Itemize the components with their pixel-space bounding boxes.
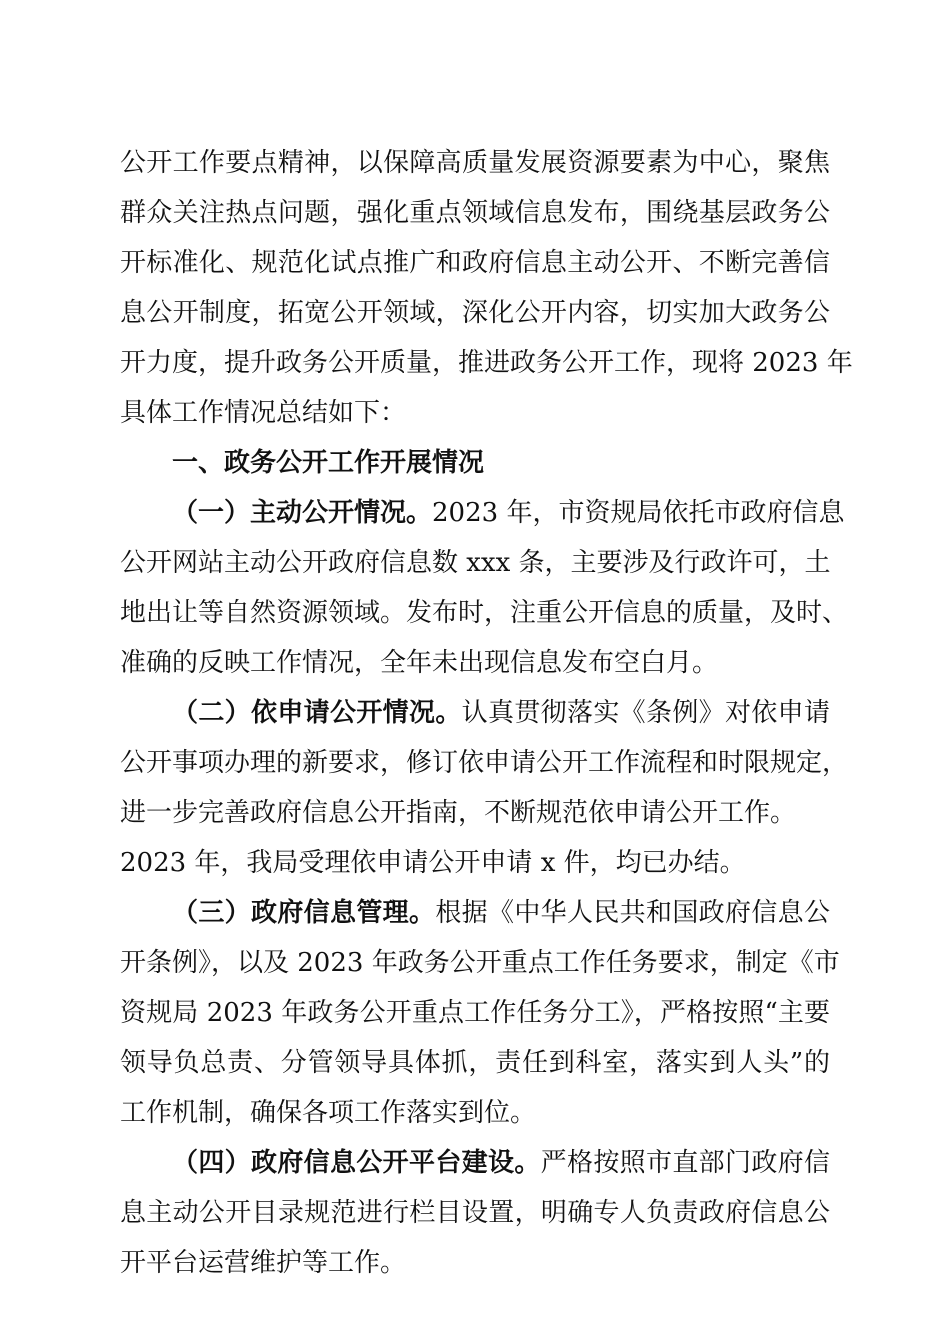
item-title: （四）政府信息公开平台建设。 — [172, 1148, 541, 1178]
intro-line: 息公开制度，拓宽公开领域，深化公开内容，切实加大政务公 — [120, 298, 830, 328]
item-line: 资规局 2023 年政务公开重点工作任务分工》，严格按照“主要 — [120, 998, 830, 1028]
intro-line: 开力度，提升政务公开质量，推进政务公开工作，现将 2023 年 — [120, 348, 853, 378]
intro-line: 具体工作情况总结如下： — [120, 398, 407, 428]
item-line: 地出让等自然资源领域。发布时，注重公开信息的质量，及时、 — [120, 598, 849, 628]
item-text: 认真贯彻落实《条例》对依申请 — [461, 698, 830, 728]
item-line: 开平台运营维护等工作。 — [120, 1248, 407, 1278]
item-application-disclosure — [120, 688, 849, 888]
item-line: 开条例》，以及 2023 年政务公开重点工作任务要求，制定《市 — [120, 948, 840, 978]
item-line: 准确的反映工作情况，全年未出现信息发布空白月。 — [120, 648, 719, 678]
item-line: 息主动公开目录规范进行栏目设置，明确专人负责政府信息公 — [120, 1198, 830, 1228]
item-first-line — [120, 1138, 830, 1188]
item-line: 公开事项办理的新要求，修订依申请公开工作流程和时限规定， — [120, 748, 849, 778]
item-information-management — [120, 888, 840, 1138]
item-first-line — [120, 488, 845, 538]
intro-line: 群众关注热点问题，强化重点领域信息发布，围绕基层政务公 — [120, 198, 830, 228]
item-line: 2023 年，我局受理依申请公开申请 x 件，均已办结。 — [120, 848, 746, 878]
item-text: 严格按照市直部门政府信 — [540, 1148, 830, 1178]
item-first-line — [120, 888, 830, 938]
item-title: （一）主动公开情况。 — [172, 498, 433, 528]
item-platform-construction — [120, 1138, 830, 1288]
intro-line: 开标准化、规范化试点推广和政府信息主动公开、不断完善信 — [120, 248, 830, 278]
item-title: （三）政府信息管理。 — [172, 898, 436, 928]
item-text: 2023 年，市资规局依托市政府信息 — [432, 498, 845, 528]
document-body — [120, 138, 853, 1288]
item-title: （二）依申请公开情况。 — [172, 698, 462, 728]
intro-paragraph — [120, 138, 853, 438]
item-first-line — [120, 688, 830, 738]
item-line: 工作机制，确保各项工作落实到位。 — [120, 1098, 537, 1128]
item-text: 根据《中华人民共和国政府信息公 — [435, 898, 830, 928]
item-line: 领导负总责、分管领导具体抓，责任到科室，落实到人头”的 — [120, 1048, 830, 1078]
item-line: 进一步完善政府信息公开指南，不断规范依申请公开工作。 — [120, 798, 797, 828]
item-active-disclosure — [120, 488, 849, 688]
item-line: 公开网站主动公开政府信息数 xxx 条，主要涉及行政许可，土 — [120, 548, 831, 578]
intro-line: 公开工作要点精神，以保障高质量发展资源要素为中心，聚焦 — [120, 148, 830, 178]
section-heading: 一、政务公开工作开展情况 — [172, 448, 485, 478]
